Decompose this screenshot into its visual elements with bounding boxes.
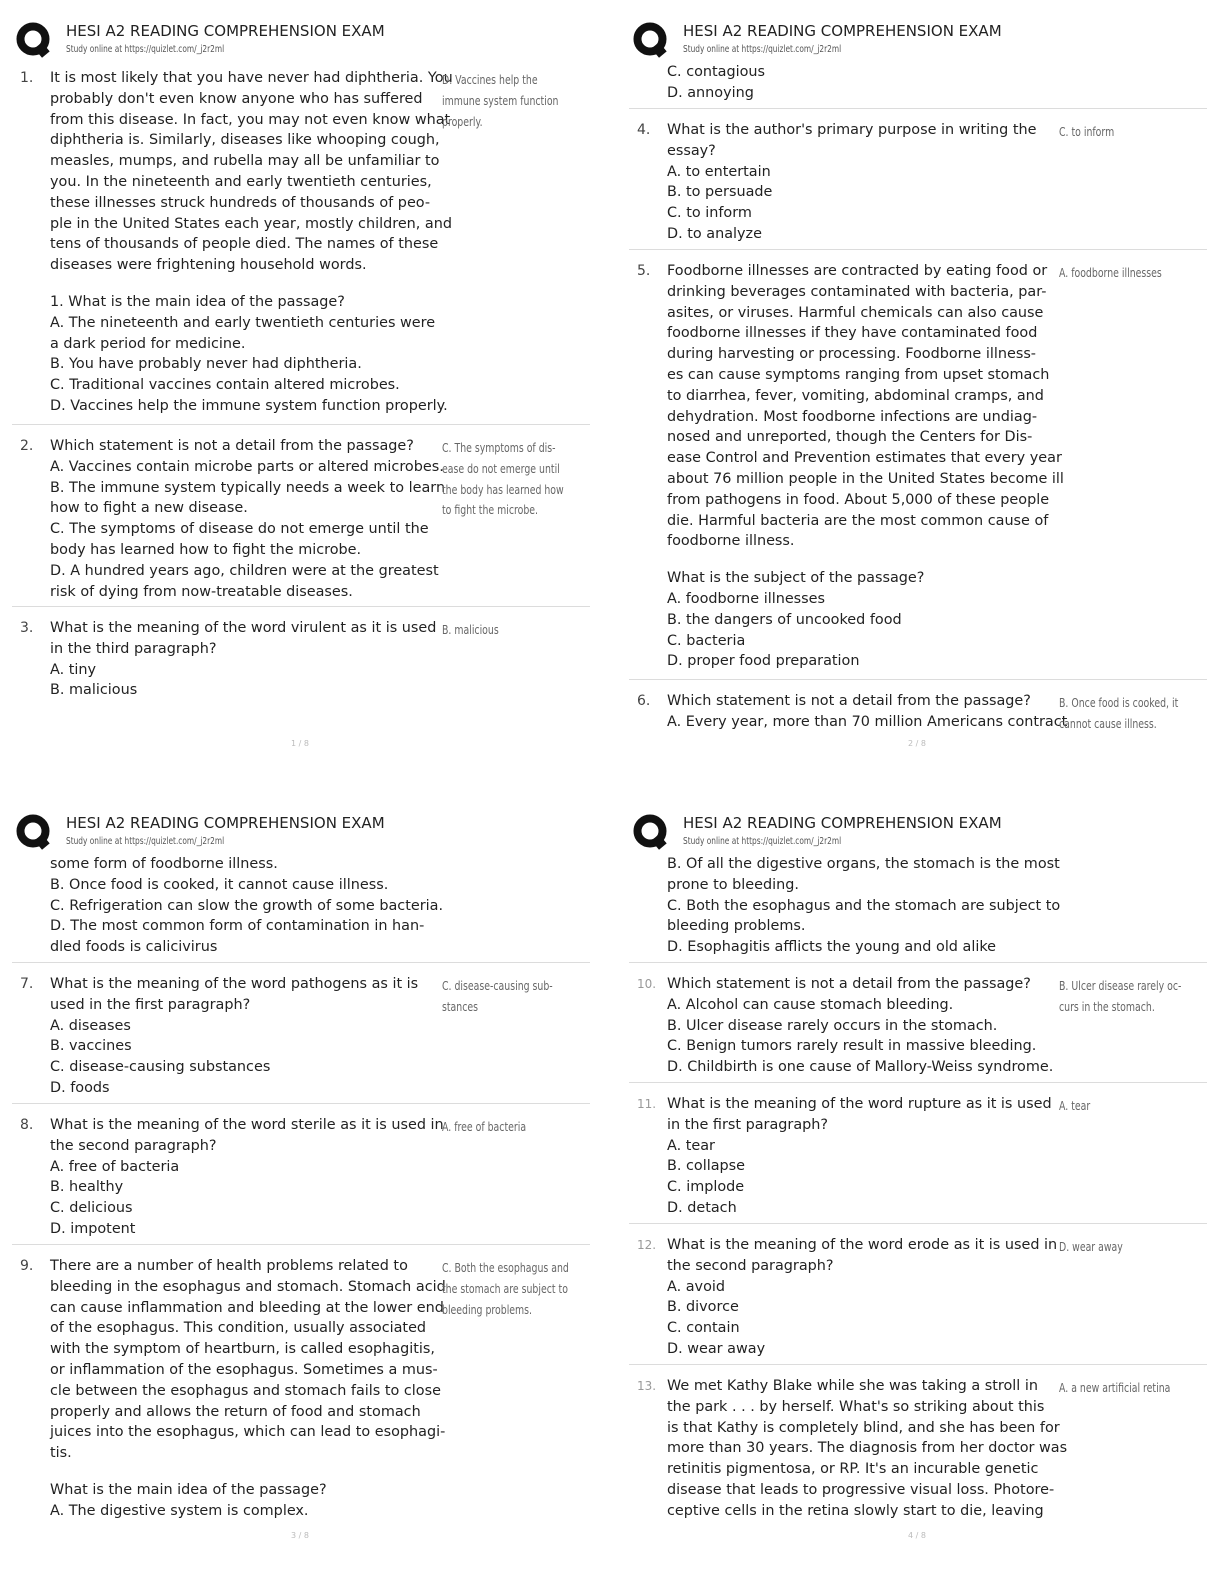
text-line: D. impotent xyxy=(50,1220,136,1237)
text-line: A. Alcohol can cause stomach bleeding. xyxy=(667,996,954,1013)
answer-key xyxy=(1059,1378,1176,1399)
answer-line: ease do not emerge until xyxy=(442,461,560,476)
text-line: A. foodborne illnesses xyxy=(667,590,826,607)
text-line: drinking beverages contaminated with bacteria, par- xyxy=(667,283,1047,300)
answer-key xyxy=(1059,976,1182,1018)
text-line: What is the author's primary purpose in writing the xyxy=(667,122,1037,138)
text-line: C. contagious xyxy=(667,64,766,80)
text-line: Which statement is not a detail from the passage? xyxy=(667,693,1031,709)
document-page xyxy=(0,0,600,760)
text-line: risk of dying from now-treatable diseases. xyxy=(50,583,353,600)
text-line: What is the main idea of the passage? xyxy=(50,1481,327,1498)
text-line: properly and allows the return of food and stomach xyxy=(50,1403,421,1420)
text-line: to diarrhea, fever, vomiting, abdominal cramps, and xyxy=(667,387,1044,404)
text-line: A. The digestive system is complex. xyxy=(50,1502,309,1519)
text-line: disease that leads to progressive visual loss. Photore- xyxy=(667,1481,1055,1498)
text-line: C. to inform xyxy=(667,205,752,222)
text-line: during harvesting or processing. Foodborne illness- xyxy=(667,346,1037,363)
answer-key xyxy=(442,976,559,1018)
text-line: tens of thousands of people died. The names of these xyxy=(50,236,439,253)
text-line: What is the meaning of the word virulent as it is used xyxy=(50,620,437,636)
text-line: B. healthy xyxy=(50,1179,124,1196)
text-line: C. Refrigeration can slow the growth of some bacteria. xyxy=(50,897,444,914)
text-line: a dark period for medicine. xyxy=(50,335,246,352)
text-line: D. The most common form of contamination in han- xyxy=(50,918,425,935)
question-text xyxy=(667,974,1059,1078)
page-number: 3 / 8 xyxy=(291,1531,309,1540)
answer-key xyxy=(1059,1237,1176,1258)
text-line: retinitis pigmentosa, or RP. It's an incurable genetic xyxy=(667,1461,1039,1478)
text-line: C. bacteria xyxy=(667,632,746,649)
text-line: B. malicious xyxy=(50,682,138,699)
answer-line: cannot cause illness. xyxy=(1059,716,1157,731)
header-title: HESI A2 READING COMPREHENSION EXAM xyxy=(66,814,385,832)
text-line: about 76 million people in the United States become ill xyxy=(667,470,1064,487)
answer-line: B. malicious xyxy=(442,623,499,637)
question-text xyxy=(50,974,442,1099)
answer-key xyxy=(1059,1096,1176,1117)
text-line: B. The immune system typically needs a week to learn xyxy=(50,479,446,496)
text-line: asites, or viruses. Harmful chemicals can also cause xyxy=(667,304,1044,321)
text-line: B. Ulcer disease rarely occurs in the stomach. xyxy=(667,1017,998,1034)
text-line: bleeding in the esophagus and stomach. Stomach acid xyxy=(50,1278,446,1295)
question-text xyxy=(50,854,442,958)
text-line: B. divorce xyxy=(667,1299,739,1316)
text-line: D. foods xyxy=(50,1079,110,1096)
question-number: 2. xyxy=(20,438,34,454)
text-line: probably don't even know anyone who has suffered xyxy=(50,90,423,107)
text-line: D. wear away xyxy=(667,1340,766,1357)
page-number: 2 / 8 xyxy=(908,739,926,748)
question-divider xyxy=(12,1103,590,1104)
quizlet-logo-icon xyxy=(16,814,52,850)
text-line: used in the first paragraph? xyxy=(50,996,251,1013)
question-number: 13. xyxy=(637,1379,657,1393)
question-divider xyxy=(12,962,590,963)
text-line: What is the subject of the passage? xyxy=(667,570,925,587)
answer-line: D. wear away xyxy=(1059,1240,1123,1254)
study-online-link[interactable]: Study online at https://quizlet.com/_j2r2ml xyxy=(683,836,842,847)
text-line: body has learned how to fight the microbe. xyxy=(50,541,362,558)
text-line: bleeding problems. xyxy=(667,918,806,935)
question-text xyxy=(50,1115,442,1240)
text-line: from this disease. In fact, you may not even know what xyxy=(50,111,451,128)
text-line: What is the meaning of the word sterile as it is used in xyxy=(50,1117,444,1133)
text-line: What is the meaning of the word rupture as it is used xyxy=(667,1096,1052,1112)
question-number: 3. xyxy=(20,620,34,636)
text-line: B. Of all the digestive organs, the stomach is the most xyxy=(667,856,1060,872)
question-text xyxy=(667,1376,1068,1522)
question-divider xyxy=(629,1223,1207,1224)
text-line: es can cause symptoms ranging from upset stomach xyxy=(667,366,1050,383)
answer-key xyxy=(442,1258,569,1320)
text-line: A. tiny xyxy=(50,661,97,678)
quizlet-logo-icon xyxy=(633,22,669,58)
text-line: Foodborne illnesses are contracted by eating food or xyxy=(667,263,1048,279)
question-divider xyxy=(629,108,1207,109)
answer-key xyxy=(1059,693,1179,735)
question-text xyxy=(50,1256,446,1522)
question-text xyxy=(667,854,1059,958)
text-line: dehydration. Most foodborne infections are undiag- xyxy=(667,408,1038,425)
text-line: A. Every year, more than 70 million Americans contract xyxy=(667,713,1068,730)
text-line: or inflammation of the esophagus. Sometimes a mus- xyxy=(50,1361,438,1378)
text-line: C. disease-causing substances xyxy=(50,1059,271,1076)
text-line: of the esophagus. This condition, usually associated xyxy=(50,1320,427,1337)
question-number: 5. xyxy=(637,263,651,279)
question-number: 1. xyxy=(20,70,34,86)
study-online-link[interactable]: Study online at https://quizlet.com/_j2r2ml xyxy=(66,44,225,55)
text-line: B. Once food is cooked, it cannot cause illness. xyxy=(50,876,389,893)
text-line: the park . . . by herself. What's so striking about this xyxy=(667,1398,1045,1415)
text-line: B. the dangers of uncooked food xyxy=(667,611,902,628)
text-line: these illnesses struck hundreds of thousands of peo- xyxy=(50,194,431,211)
text-line: the second paragraph? xyxy=(50,1137,217,1154)
text-line: D. to analyze xyxy=(667,225,762,242)
text-line: C. contain xyxy=(667,1320,740,1337)
text-line: D. Childbirth is one cause of Mallory-Weiss syndrome. xyxy=(667,1059,1054,1076)
answer-line: to fight the microbe. xyxy=(442,503,539,518)
paragraph-gap xyxy=(50,1464,442,1480)
text-line: It is most likely that you have never had diphtheria. You xyxy=(50,70,453,86)
text-line: ceptive cells in the retina slowly start to die, leaving xyxy=(667,1502,1044,1519)
text-line: 1. What is the main idea of the passage? xyxy=(50,293,345,310)
question-text xyxy=(667,261,1064,672)
header-title: HESI A2 READING COMPREHENSION EXAM xyxy=(683,22,1002,40)
text-line: Which statement is not a detail from the passage? xyxy=(50,438,414,454)
paragraph-gap xyxy=(667,552,1059,568)
answer-line: A. free of bacteria xyxy=(442,1120,527,1134)
text-line: with the symptom of heartburn, is called esophagitis, xyxy=(50,1341,435,1358)
text-line: C. delicious xyxy=(50,1200,133,1217)
question-divider xyxy=(629,1364,1207,1365)
document-page xyxy=(617,792,1217,1552)
text-line: A. The nineteenth and early twentieth centuries were xyxy=(50,314,436,331)
text-line: tis. xyxy=(50,1445,72,1462)
question-text xyxy=(667,120,1059,245)
text-line: C. Both the esophagus and the stomach are subject to xyxy=(667,897,1061,914)
text-line: A. avoid xyxy=(667,1278,726,1295)
answer-line: the stomach are subject to xyxy=(442,1281,568,1296)
page-number: 1 / 8 xyxy=(291,739,309,748)
answer-line: curs in the stomach. xyxy=(1059,999,1155,1014)
question-text xyxy=(50,618,442,701)
quizlet-logo-icon xyxy=(16,22,52,58)
text-line: essay? xyxy=(667,142,716,159)
text-line: B. to persuade xyxy=(667,184,773,201)
header-title: HESI A2 READING COMPREHENSION EXAM xyxy=(66,22,385,40)
question-text xyxy=(667,691,1068,733)
question-divider xyxy=(12,424,590,425)
header-title: HESI A2 READING COMPREHENSION EXAM xyxy=(683,814,1002,832)
question-text xyxy=(667,62,1059,104)
study-online-link[interactable]: Study online at https://quizlet.com/_j2r2ml xyxy=(683,44,842,55)
answer-key xyxy=(442,438,564,521)
question-text xyxy=(50,68,453,417)
text-line: C. The symptoms of disease do not emerge until the xyxy=(50,521,429,538)
question-number: 11. xyxy=(637,1097,657,1111)
question-number: 12. xyxy=(637,1238,657,1252)
answer-line: C. to inform xyxy=(1059,125,1115,139)
text-line: A. Vaccines contain microbe parts or altered microbes. xyxy=(50,458,444,475)
answer-line: A. tear xyxy=(1059,1099,1091,1113)
question-text xyxy=(667,1094,1059,1219)
text-line: B. vaccines xyxy=(50,1038,132,1055)
text-line: D. detach xyxy=(667,1199,737,1216)
text-line: We met Kathy Blake while she was taking a stroll in xyxy=(667,1378,1038,1394)
text-line: D. annoying xyxy=(667,84,754,101)
text-line: die. Harmful bacteria are the most common cause of xyxy=(667,512,1049,529)
answer-key xyxy=(1059,122,1176,143)
text-line: ease Control and Prevention estimates that every year xyxy=(667,450,1062,467)
answer-key xyxy=(442,620,559,641)
text-line: A. to entertain xyxy=(667,163,771,180)
answer-line: bleeding problems. xyxy=(442,1302,533,1317)
question-divider xyxy=(629,679,1207,680)
answer-line: B. Once food is cooked, it xyxy=(1059,696,1179,710)
text-line: you. In the nineteenth and early twentieth centuries, xyxy=(50,173,432,190)
document-page xyxy=(617,0,1217,760)
question-number: 10. xyxy=(637,977,657,991)
text-line: nosed and unreported, though the Centers for Dis- xyxy=(667,429,1033,446)
text-line: Which statement is not a detail from the passage? xyxy=(667,976,1031,992)
question-divider xyxy=(629,962,1207,963)
text-line: A. tear xyxy=(667,1137,715,1154)
text-line: diphtheria is. Similarly, diseases like whooping cough, xyxy=(50,132,440,149)
answer-key xyxy=(1059,263,1176,284)
answer-key xyxy=(442,1117,559,1138)
answer-line: the body has learned how xyxy=(442,482,564,497)
text-line: measles, mumps, and rubella may all be unfamiliar to xyxy=(50,153,440,170)
question-text xyxy=(50,436,446,602)
text-line: ple in the United States each year, mostly children, and xyxy=(50,215,453,232)
text-line: is that Kathy is completely blind, and she has been for xyxy=(667,1419,1060,1436)
question-divider xyxy=(629,1082,1207,1083)
page-number: 4 / 8 xyxy=(908,1531,926,1540)
answer-line: properly. xyxy=(442,114,483,129)
question-number: 6. xyxy=(637,693,651,709)
answer-line: B. Ulcer disease rarely oc- xyxy=(1059,979,1182,993)
question-divider xyxy=(12,1244,590,1245)
text-line: more than 30 years. The diagnosis from her doctor was xyxy=(667,1440,1068,1457)
text-line: can cause inflammation and bleeding at the lower end xyxy=(50,1299,444,1316)
question-number: 8. xyxy=(20,1117,34,1133)
answer-line: D. Vaccines help the xyxy=(442,73,538,87)
answer-line: C. disease-causing sub- xyxy=(442,979,553,993)
text-line: B. You have probably never had diphtheria. xyxy=(50,356,362,373)
text-line: There are a number of health problems related to xyxy=(50,1258,408,1274)
text-line: A. free of bacteria xyxy=(50,1158,180,1175)
text-line: D. Vaccines help the immune system function properly. xyxy=(50,397,448,414)
text-line: D. A hundred years ago, children were at the greatest xyxy=(50,562,439,579)
text-line: from pathogens in food. About 5,000 of these people xyxy=(667,491,1050,508)
question-text xyxy=(667,1235,1059,1360)
text-line: foodborne illnesses if they have contaminated food xyxy=(667,325,1038,342)
text-line: B. collapse xyxy=(667,1158,746,1175)
study-online-link[interactable]: Study online at https://quizlet.com/_j2r2ml xyxy=(66,836,225,847)
text-line: how to fight a new disease. xyxy=(50,500,248,517)
text-line: dled foods is calicivirus xyxy=(50,939,218,956)
text-line: What is the meaning of the word erode as it is used in xyxy=(667,1237,1058,1253)
paragraph-gap xyxy=(50,276,442,292)
answer-line: A. foodborne illnesses xyxy=(1059,266,1162,280)
answer-line: A. a new artificial retina xyxy=(1059,1381,1171,1395)
text-line: C. Traditional vaccines contain altered microbes. xyxy=(50,377,400,394)
text-line: some form of foodborne illness. xyxy=(50,856,278,872)
quizlet-logo-icon xyxy=(633,814,669,850)
answer-line: C. The symptoms of dis- xyxy=(442,441,556,455)
text-line: What is the meaning of the word pathogens as it is xyxy=(50,976,419,992)
question-number: 4. xyxy=(637,122,651,138)
text-line: D. Esophagitis afflicts the young and old alike xyxy=(667,939,997,956)
answer-line: C. Both the esophagus and xyxy=(442,1261,569,1275)
question-number: 7. xyxy=(20,976,34,992)
text-line: foodborne illness. xyxy=(667,533,795,550)
question-divider xyxy=(629,249,1207,250)
text-line: C. Benign tumors rarely result in massive bleeding. xyxy=(667,1038,1037,1055)
answer-key xyxy=(442,70,559,132)
document-page xyxy=(0,792,600,1552)
answer-line: immune system function xyxy=(442,93,559,108)
text-line: the second paragraph? xyxy=(667,1257,834,1274)
text-line: diseases were frightening household words. xyxy=(50,257,367,274)
text-line: in the third paragraph? xyxy=(50,640,217,657)
text-line: prone to bleeding. xyxy=(667,876,799,893)
question-number: 9. xyxy=(20,1258,34,1274)
text-line: juices into the esophagus, which can lead to esophagi- xyxy=(50,1424,446,1441)
text-line: A. diseases xyxy=(50,1017,131,1034)
text-line: D. proper food preparation xyxy=(667,653,860,670)
text-line: in the first paragraph? xyxy=(667,1116,829,1133)
text-line: C. implode xyxy=(667,1179,745,1196)
answer-line: stances xyxy=(442,999,479,1014)
text-line: cle between the esophagus and stomach fails to close xyxy=(50,1382,441,1399)
question-divider xyxy=(12,606,590,607)
